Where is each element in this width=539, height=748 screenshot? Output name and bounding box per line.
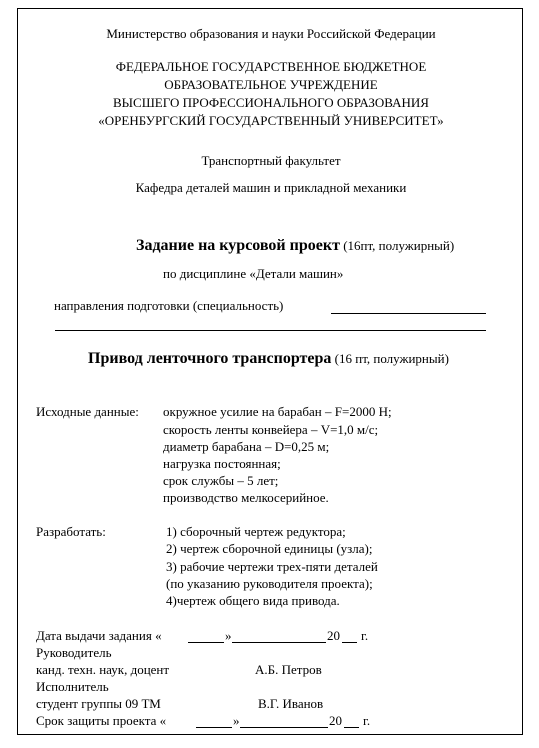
faculty-line: Транспортный факультет — [201, 153, 341, 168]
issue-year-blank — [342, 642, 357, 643]
initial-data-item: нагрузка постоянная; — [163, 456, 281, 471]
institution-line-2: ОБРАЗОВАТЕЛЬНОЕ УЧРЕЖДЕНИЕ — [164, 77, 378, 92]
institution-line-4: «ОРЕНБУРГСКИЙ ГОСУДАРСТВЕННЫЙ УНИВЕРСИТЕТ» — [98, 113, 444, 128]
issue-year: 20 — [327, 628, 340, 643]
supervisor-name: А.Б. Петров — [255, 662, 322, 677]
initial-data-item: окружное усилие на барабан – F=2000 Н; — [163, 404, 392, 419]
direction-label: направления подготовки (специальность) — [54, 298, 284, 313]
initial-data-item: скорость ленты конвейера – V=1,0 м/с; — [163, 422, 379, 437]
supervisor-label: Руководитель — [36, 645, 112, 660]
defense-year-blank — [344, 727, 359, 728]
executor-label: Исполнитель — [36, 679, 109, 694]
issue-date-prefix: Дата выдачи задания « — [36, 628, 162, 643]
initial-data-item: диаметр барабана – D=0,25 м; — [163, 439, 330, 454]
defense-date-prefix: Срок защиты проекта « — [36, 713, 167, 728]
executor-title: студент группы 09 ТМ — [36, 696, 161, 711]
initial-data-item: срок службы – 5 лет; — [163, 473, 279, 488]
executor-name: В.Г. Иванов — [258, 696, 324, 711]
direction-blank-line — [331, 313, 486, 314]
defense-suffix: г. — [363, 713, 371, 728]
issue-date-mid: » — [225, 628, 232, 643]
defense-day-blank — [196, 727, 232, 728]
project-title-note: (16 пт, полужирный) — [334, 351, 449, 366]
assignment-page — [17, 8, 523, 735]
discipline-line: по дисциплине «Детали машин» — [163, 266, 344, 281]
develop-item: (по указанию руководителя проекта); — [166, 576, 373, 591]
defense-year: 20 — [329, 713, 342, 728]
issue-day-blank — [188, 642, 224, 643]
assignment-title: Задание на курсовой проект — [136, 237, 340, 254]
project-title: Привод ленточного транспортера — [88, 350, 332, 367]
defense-month-blank — [240, 727, 328, 728]
develop-item: 2) чертеж сборочной единицы (узла); — [166, 541, 373, 556]
issue-suffix: г. — [361, 628, 369, 643]
initial-data-item: производство мелкосерийное. — [163, 490, 329, 505]
develop-label: Разработать: — [36, 524, 106, 539]
supervisor-title: канд. техн. наук, доцент — [36, 662, 170, 677]
project-heading — [88, 351, 449, 366]
defense-date-mid: » — [233, 713, 240, 728]
direction-blank-line-2 — [55, 330, 486, 331]
issue-month-blank — [232, 642, 326, 643]
develop-item: 1) сборочный чертеж редуктора; — [166, 524, 346, 539]
assignment-heading — [136, 238, 454, 253]
ministry-line: Министерство образования и науки Российской Федерации — [106, 26, 436, 41]
initial-data-label: Исходные данные: — [36, 404, 139, 419]
assignment-title-note: (16пт, полужирный) — [343, 238, 455, 253]
institution-line-1: ФЕДЕРАЛЬНОЕ ГОСУДАРСТВЕННОЕ БЮДЖЕТНОЕ — [115, 59, 427, 74]
institution-line-3: ВЫСШЕГО ПРОФЕССИОНАЛЬНОГО ОБРАЗОВАНИЯ — [113, 95, 429, 110]
department-line: Кафедра деталей машин и прикладной механики — [135, 180, 407, 195]
develop-item: 4)чертеж общего вида привода. — [166, 593, 340, 608]
develop-item: 3) рабочие чертежи трех-пяти деталей — [166, 559, 378, 574]
